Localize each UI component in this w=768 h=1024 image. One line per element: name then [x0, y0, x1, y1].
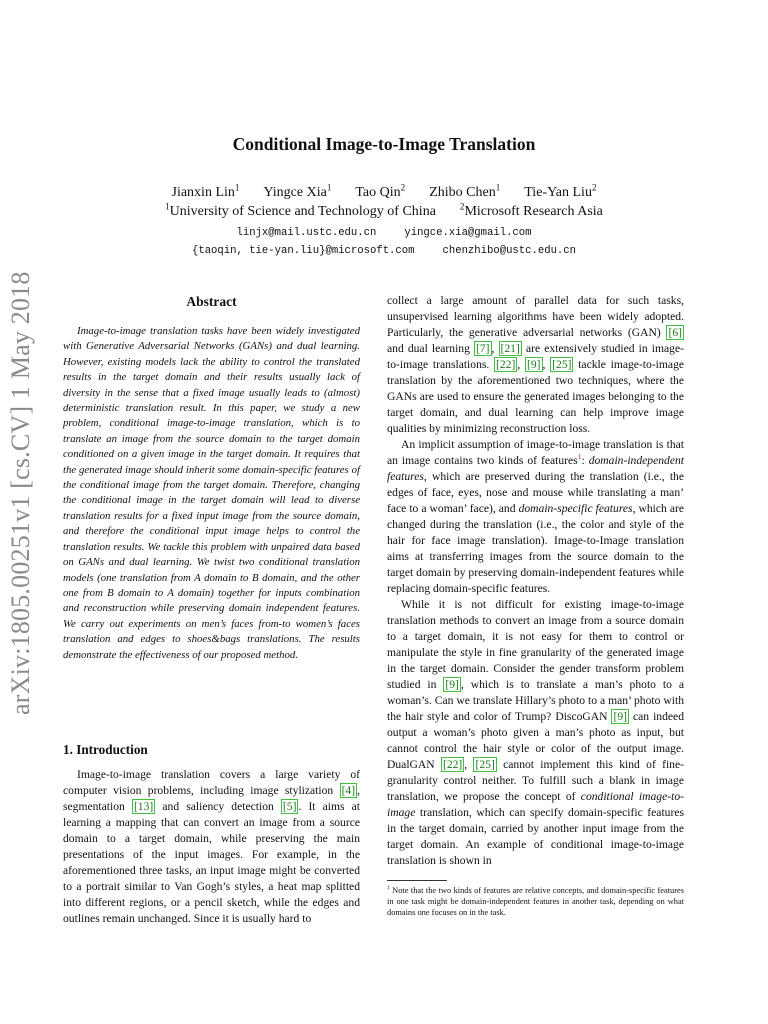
author-name: Tao Qin$^2$	[355, 182, 406, 200]
footnote-mark-link[interactable]: 1	[577, 452, 582, 462]
citation-link[interactable]: [9]	[613, 710, 628, 723]
footnote-text: Note that the two kinds of features are relative concepts, and domain-specific features in one task might be domain-independent features in another task, depending on what domains one focuses on in the task.	[387, 886, 684, 917]
citation-link[interactable]: [22]	[496, 358, 516, 371]
introduction-left-column: Image-to-image translation covers a large variety of computer vision problems, including image stylization [4] , segmentation [13] and saliency detection [5] . It aims at learning a mapping that can convert an image from a source domain to a target domain, while preserving the main presentations of the input images. For example, in the aforementioned three tasks, an input image might be converted to a portrait similar to Van Gogh’s styles, a heat map splitted into different regions, or a pencil sketch, while the edges and outlines remain unchanged. Since it is usually hard to	[63, 768, 360, 925]
author-affiliation-mark: 1	[326, 182, 332, 193]
email-address: {taoqin, tie-yan.liu}@microsoft.com	[191, 245, 415, 257]
citation-link[interactable]: [25]	[475, 758, 495, 771]
emphasized-term: domain-independent features	[387, 454, 684, 483]
author-name: Yingce Xia$^1$	[263, 182, 332, 200]
body-paragraph: While it is not difficult for existing image-to-image translation methods to convert an image from a source domain to a target domain, it is not easy for them to control or manipulate the style in fine granularity of the generated image in the target domain. Consider the gender transform problem studied in [9] , which is to translate a man’s photo to a woman’s. Can we translate Hillary’s photo to a man’ photo with the hair style and color of Trump? DiscoGAN [9] can indeed output a woman’s photo given a man’s photo as input, but cannot control the hair style or color of the output image. DualGAN [22] , [25] cannot implement this kind of fine-granularity control neither. To fulfill such a blank in image translation, we propose the concept of conditional image-to-image translation, which can specify domain-specific features in the target domain, carried by another input image from the target domain. An example of conditional image-to-image translation is shown in	[387, 598, 684, 867]
footnote	[387, 885, 684, 918]
affiliation-list	[0, 201, 768, 220]
citation-link[interactable]: [22]	[442, 758, 463, 771]
body-paragraph: collect a large amount of parallel data for such tasks, unsupervised learning algorithms have been widely adopted. Particularly, the generative adversarial networks (GAN) [6] and dual learning [7] , [21] are extensively studied in image-to-image translations. [22] , [9] , [25] tackle image-to-image translation by the aforementioned two techniques, where the GANs are used to ensure the generated images belonging to the target domain, and dual learning can help improve image qualities by minimizing reconstruction loss.	[387, 294, 685, 435]
citation-link[interactable]: [21]	[500, 342, 520, 355]
affiliation-mark: 1	[165, 201, 170, 212]
author-list	[0, 182, 768, 201]
section-heading-introduction: 1. Introduction	[63, 742, 148, 757]
arxiv-stamp-text: arXiv:1805.00251v1 [cs.CV] 1 May 2018	[6, 271, 35, 715]
right-column-body	[387, 293, 684, 869]
email-row-1	[0, 227, 768, 239]
affiliation: $^2$Microsoft Research Asia	[459, 201, 603, 219]
author-affiliation-mark: 1	[234, 182, 240, 193]
arxiv-identifier-stamp	[4, 270, 36, 720]
citation-link[interactable]: [25]	[552, 358, 572, 371]
author-affiliation-mark: 1	[495, 182, 501, 193]
abstract-heading: Abstract	[186, 294, 237, 309]
citation-link[interactable]: [9]	[445, 678, 459, 691]
email-address: yingce.xia@gmail.com	[404, 227, 532, 239]
citation-link[interactable]: [7]	[475, 342, 490, 355]
affiliation-mark: 2	[459, 201, 465, 212]
footnote-number: 1	[387, 885, 390, 892]
citation-link[interactable]: [13]	[133, 800, 154, 813]
body-paragraph: An implicit assumption of image-to-image translation is that an image contains two kinds of features$^1$: domain-independent features, which are preserved during the translation (i.e., the edges of face, eyes, nose and mouse while translating a man’ face to a woman’ face), and domain-specific features, which are changed during the translation (i.e., the color and style of the hair for face image translation). Image-to-Image translation aims at transferring images from the source domain to the target domain by preserving domain-independent features while replacing domain-specific features.	[387, 438, 685, 595]
author-affiliation-mark: 2	[591, 182, 597, 193]
author-name: Tie-Yan Liu$^2$	[524, 182, 597, 200]
affiliation: $^1$University of Science and Technology of China	[165, 201, 436, 219]
author-name: Jianxin Lin$^1$	[171, 182, 240, 200]
emphasized-term: domain-specific features	[518, 502, 633, 515]
emphasized-term: conditional image-to-image	[387, 790, 684, 819]
abstract-body: Image-to-image translation tasks have been widely investigated with Generative Adversarial Networks (GANs) and dual learning. However, existing models lack the ability to control the translated results in the target domain and their results usually lack of diversity in the sense that a fixed image usually leads to (almost) deterministic translation result. In this paper, we study a new problem, conditional image-to-image translation, which is to translate an image from the source domain to the target domain conditioned on a given image in the target domain. It requires that the generated image should inherit some domain-specific features of the conditional image from the target domain. Therefore, changing the conditional image in the target domain will lead to diverse translation results for a fixed input image from the source domain, and therefore the conditional input image helps to control the translation results. We tackle this problem with unpaired data based on GANs and dual learning. We twist two conditional translation models (one translation from A domain to B domain, and the other one from B domain to A domain) together for inputs combination and reconstruction while preserving domain independent features. We carry out experiments on men’s faces from-to women’s faces translation and edges to shoes&bags translations. The results demonstrate the effectiveness of our proposed method.	[63, 325, 360, 661]
citation-link[interactable]: [9]	[526, 358, 541, 371]
author-name: Zhibo Chen$^1$	[429, 182, 501, 200]
email-row-2	[0, 245, 768, 257]
footnote-divider	[387, 880, 447, 881]
paper-title: Conditional Image-to-Image Translation	[232, 134, 536, 154]
author-affiliation-mark: 2	[400, 182, 406, 193]
citation-link[interactable]: [6]	[668, 326, 682, 339]
email-address: linjx@mail.ustc.edu.cn	[236, 227, 377, 239]
citation-link[interactable]: [5]	[282, 800, 297, 813]
email-address: chenzhibo@ustc.edu.cn	[442, 245, 577, 257]
citation-link[interactable]: [4]	[341, 784, 356, 797]
